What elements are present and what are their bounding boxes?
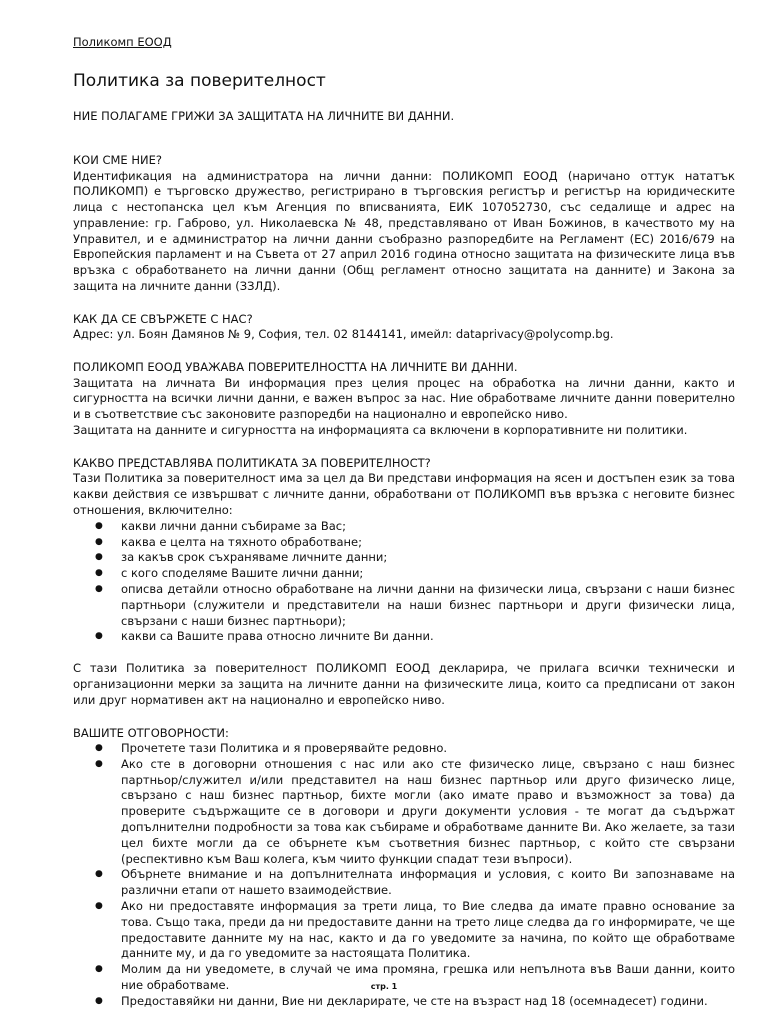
section-body: Тази Политика за поверителност има за цел да Ви представи информация на ясен и достъпен език за това какви действия се извършват с личните данни, обработвани от ПОЛИКОМП във връзка с неговите бизнес отношения, включително: bbox=[73, 471, 735, 517]
bullet-icon: ● bbox=[95, 743, 103, 754]
document-title: Политика за поверителност bbox=[73, 71, 326, 91]
bullet-icon: ● bbox=[95, 552, 103, 563]
section-heading: КОИ СМЕ НИЕ? bbox=[73, 153, 162, 167]
section-who-we-are bbox=[73, 153, 735, 295]
list-item: ● Молим да ни уведомете, в случай че има промяна, грешка или непълнота във Ваши данни, които ние обработваме. bbox=[95, 962, 735, 992]
section-policy-purpose bbox=[73, 456, 735, 645]
section-body-2: Защитата на данните и сигурността на информацията са включени в корпоративните ни политики. bbox=[73, 423, 688, 438]
section-body: С тази Политика за поверителност ПОЛИКОМП ЕООД декларира, че прилага всички технически и организационни мерки за защита на личните данни на физическите лица, които са предписани от закон или друг нормативен акт на национално и европейско ниво. bbox=[73, 661, 735, 707]
bullet-icon: ● bbox=[95, 758, 103, 769]
bullet-icon: ● bbox=[95, 520, 103, 531]
list-item: ● какви са Вашите права относно личните Ви данни. bbox=[95, 629, 434, 644]
list-item: ● с кого споделяме Вашите лични данни; bbox=[95, 566, 364, 581]
list-item: ● описва детайли относно обработване на лични данни на физически лица, свързани с наши бизнес партньори (служители и представители на наши бизнес партньори и други физически лица, свързани с наши бизнес партньори); bbox=[95, 581, 735, 628]
bullet-list bbox=[73, 519, 735, 645]
bullet-icon: ● bbox=[95, 536, 103, 547]
document-page bbox=[73, 34, 735, 1010]
section-heading: КАКВО ПРЕДСТАВЛЯВА ПОЛИТИКАТА ЗА ПОВЕРИТЕЛНОСТ? bbox=[73, 455, 431, 470]
tagline: НИЕ ПОЛАГАМЕ ГРИЖИ ЗА ЗАЩИТАТА НА ЛИЧНИТЕ ВИ ДАННИ. bbox=[73, 109, 455, 123]
list-item: ● Ако сте в договорни отношения с нас или ако сте физическо лице, свързано с наш бизнес партньор/служител и/или представител на наш бизнес партньор или друго физическо лице, свързано с наш бизнес партньор, бихте могли (ако имате право и възможност за това) да проверите съдържащите се в договори и други документи условия - те могат да съдържат допълнителни подробности за това как събираме и обработваме данните Ви. Ако желаете, за тази цел бихте могли да се обърнете към съответния бизнес партньор, с който сте свързани (респективно към Ваш колега, към чиито функции спадат тези въпроси). bbox=[95, 756, 735, 866]
section-heading: ВАШИТЕ ОТГОВОРНОСТИ: bbox=[73, 725, 229, 740]
list-item: ● каква е целта на тяхното обработване; bbox=[95, 534, 362, 549]
bullet-icon: ● bbox=[95, 900, 103, 911]
bullet-list bbox=[73, 741, 735, 1010]
bullet-icon: ● bbox=[95, 583, 103, 594]
list-item: ● Предоставяйки ни данни, Вие ни декларирате, че сте на възраст над 18 (осемнадесет) години. bbox=[95, 993, 708, 1008]
section-body: Идентификация на администратора на лични данни: ПОЛИКОМП ЕООД (наричано оттук нататък ПОЛИКОМП) е търговско дружество, регистрирано в търговския регистър и регистър на юридическите лица с нестопанска цел към Агенция по вписванията, ЕИК 107052730, със седалище и адрес на управление: гр. Габрово, ул. Николаевска № 48, представлявано от Иван Божинов, в качеството му на Управител, и е администратор на лични данни съобразно разпоредбите на Регламент (ЕС) 2016/679 на Европейския парламент и на Съвета от 27 април 2016 година относно защитата на физическите лица във връзка с обработването на лични данни (Общ регламент относно защитата на данните) и Закона за защита на личните данни (ЗЗЛД). bbox=[73, 168, 735, 294]
list-item: ● за какъв срок съхраняваме личните данни; bbox=[95, 550, 388, 565]
section-heading: ПОЛИКОМП ЕООД УВАЖАВА ПОВЕРИТЕЛНОСТТА НА ЛИЧНИТЕ ВИ ДАННИ. bbox=[73, 360, 518, 375]
bullet-icon: ● bbox=[95, 869, 103, 880]
company-name: Поликомп ЕООД bbox=[73, 35, 172, 49]
list-item: ● какви лични данни събираме за Вас; bbox=[95, 518, 346, 533]
section-body: Защитата на личната Ви информация през целия процес на обработка на лични данни, както и сигурността на всички лични данни, е важен въпрос за нас. Ние обработваме личните данни поверително и в съответствие със законовите разпоредби на национално и европейско ниво. bbox=[73, 375, 735, 422]
section-declaration bbox=[73, 661, 735, 708]
list-item: ● Ако ни предоставяте информация за трети лица, то Вие следва да имате правно основание за това. Също така, преди да ни предоставите данни на трето лице следва да го информирате, че ще предоставите данните му на нас, както и да го уведомите за начина, по който ще обработваме данните му, и да го уведомите за настоящата Политика. bbox=[95, 898, 735, 961]
page-number: стр. 1 bbox=[370, 982, 398, 991]
bullet-icon: ● bbox=[95, 631, 103, 642]
bullet-icon: ● bbox=[95, 995, 103, 1006]
bullet-icon: ● bbox=[95, 568, 103, 579]
list-item: ● Обърнете внимание и на допълнителната информация и условия, с които Ви запознаваме на различни етапи от нашето взаимодействие. bbox=[95, 867, 735, 898]
section-responsibilities bbox=[73, 726, 735, 1010]
bullet-icon: ● bbox=[95, 964, 103, 975]
section-heading: КАК ДА СЕ СВЪРЖЕТЕ С НАС? bbox=[73, 311, 253, 326]
contact-details: Адрес: ул. Боян Дамянов № 9, София, тел. 02 8144141, имейл: dataprivacy@polycomp.bg. bbox=[73, 327, 614, 342]
section-privacy-respect bbox=[73, 360, 735, 439]
section-contact bbox=[73, 312, 735, 343]
list-item: ● Прочетете тази Политика и я проверявайте редовно. bbox=[95, 741, 448, 756]
